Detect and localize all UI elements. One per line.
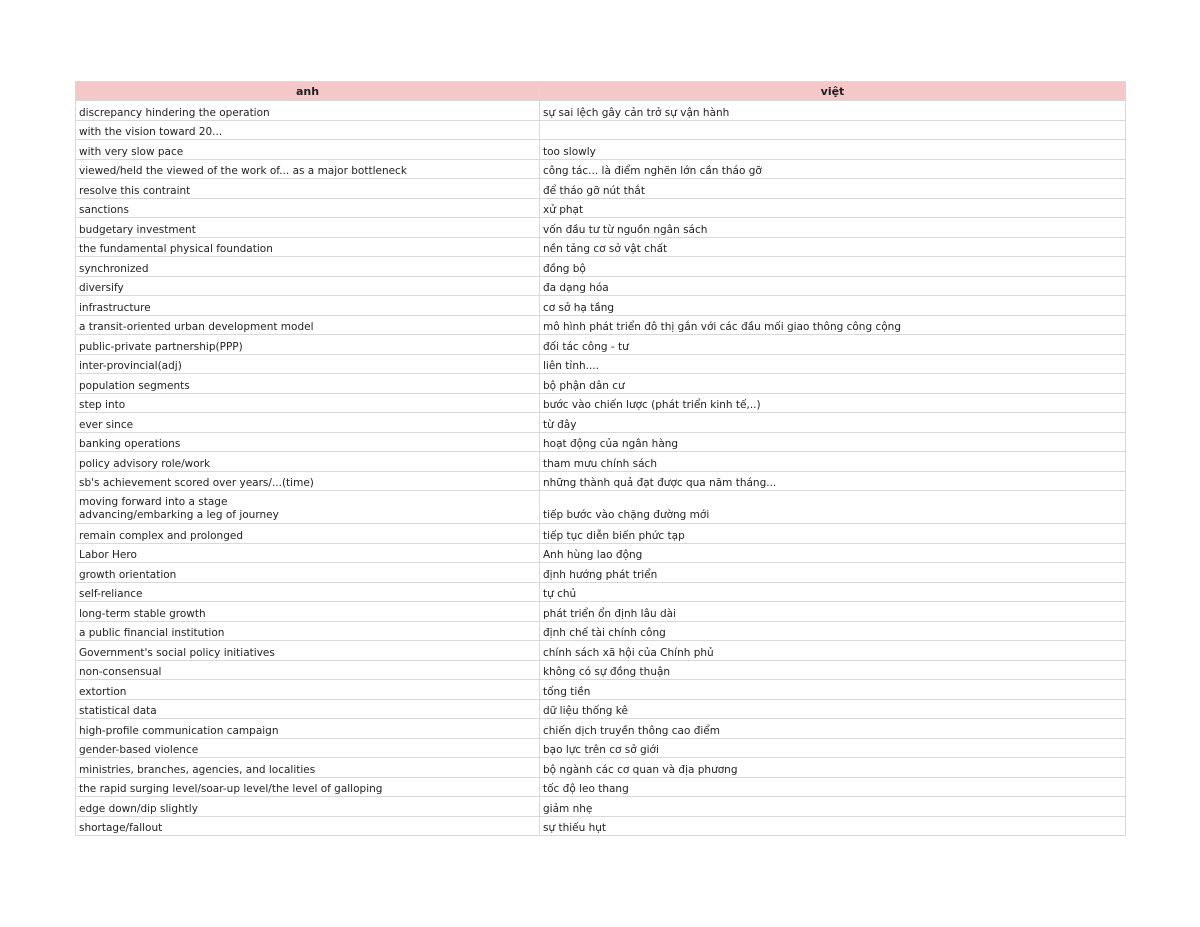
cell-vietnamese[interactable]: những thành quả đạt được qua năm tháng... bbox=[540, 471, 1126, 491]
cell-english[interactable]: sb's achievement scored over years/...(time) bbox=[76, 471, 540, 491]
cell-vietnamese[interactable]: đồng bộ bbox=[540, 257, 1126, 277]
table-row bbox=[76, 276, 1126, 296]
cell-english[interactable]: public-private partnership(PPP) bbox=[76, 335, 540, 355]
cell-english[interactable]: Labor Hero bbox=[76, 543, 540, 563]
table-row bbox=[76, 140, 1126, 160]
cell-english[interactable]: infrastructure bbox=[76, 296, 540, 316]
cell-vietnamese[interactable]: không có sự đồng thuận bbox=[540, 660, 1126, 680]
cell-english[interactable]: a transit-oriented urban development model bbox=[76, 315, 540, 335]
cell-english[interactable]: resolve this contraint bbox=[76, 179, 540, 199]
cell-vietnamese[interactable]: chiến dịch truyền thông cao điểm bbox=[540, 719, 1126, 739]
cell-english[interactable]: ever since bbox=[76, 413, 540, 433]
cell-english[interactable]: remain complex and prolonged bbox=[76, 524, 540, 544]
glossary-table bbox=[75, 81, 1126, 836]
table-row bbox=[76, 237, 1126, 257]
cell-english[interactable]: with very slow pace bbox=[76, 140, 540, 160]
table-row bbox=[76, 543, 1126, 563]
table-row bbox=[76, 179, 1126, 199]
table-row bbox=[76, 660, 1126, 680]
table-row bbox=[76, 582, 1126, 602]
table-row bbox=[76, 816, 1126, 836]
cell-english[interactable]: shortage/fallout bbox=[76, 816, 540, 836]
table-row bbox=[76, 680, 1126, 700]
table-row bbox=[76, 758, 1126, 778]
cell-english[interactable]: ministries, branches, agencies, and localities bbox=[76, 758, 540, 778]
cell-english[interactable]: self-reliance bbox=[76, 582, 540, 602]
table-row bbox=[76, 257, 1126, 277]
table-row bbox=[76, 159, 1126, 179]
cell-vietnamese[interactable]: định chế tài chính công bbox=[540, 621, 1126, 641]
cell-english[interactable]: Government's social policy initiatives bbox=[76, 641, 540, 661]
cell-english[interactable]: statistical data bbox=[76, 699, 540, 719]
table-row bbox=[76, 393, 1126, 413]
cell-vietnamese[interactable]: sự sai lệch gây cản trở sự vận hành bbox=[540, 101, 1126, 121]
table-row bbox=[76, 315, 1126, 335]
cell-english[interactable]: the rapid surging level/soar-up level/the level of galloping bbox=[76, 777, 540, 797]
cell-vietnamese[interactable]: tiếp tục diễn biến phức tạp bbox=[540, 524, 1126, 544]
cell-vietnamese[interactable]: tốc độ leo thang bbox=[540, 777, 1126, 797]
cell-vietnamese[interactable]: vốn đầu tư từ nguồn ngân sách bbox=[540, 218, 1126, 238]
cell-english[interactable]: population segments bbox=[76, 374, 540, 394]
cell-vietnamese[interactable]: định hướng phát triển bbox=[540, 563, 1126, 583]
table-row bbox=[76, 738, 1126, 758]
column-header-vietnamese: việt bbox=[540, 82, 1126, 101]
cell-english[interactable]: sanctions bbox=[76, 198, 540, 218]
table-row bbox=[76, 563, 1126, 583]
cell-english[interactable]: viewed/held the viewed of the work of... as a major bottleneck bbox=[76, 159, 540, 179]
cell-english[interactable]: budgetary investment bbox=[76, 218, 540, 238]
cell-vietnamese[interactable]: liên tỉnh.... bbox=[540, 354, 1126, 374]
table-row bbox=[76, 120, 1126, 140]
table-body bbox=[76, 101, 1126, 836]
table-row bbox=[76, 198, 1126, 218]
table-row bbox=[76, 101, 1126, 121]
cell-english[interactable]: step into bbox=[76, 393, 540, 413]
cell-vietnamese[interactable]: bạo lực trên cơ sở giới bbox=[540, 738, 1126, 758]
table-row bbox=[76, 374, 1126, 394]
cell-vietnamese[interactable]: đối tác công - tư bbox=[540, 335, 1126, 355]
table-row bbox=[76, 413, 1126, 433]
table-row bbox=[76, 797, 1126, 817]
cell-vietnamese[interactable]: giảm nhẹ bbox=[540, 797, 1126, 817]
cell-vietnamese[interactable]: để tháo gỡ nút thắt bbox=[540, 179, 1126, 199]
cell-vietnamese[interactable]: chính sách xã hội của Chính phủ bbox=[540, 641, 1126, 661]
spreadsheet-page bbox=[75, 81, 1125, 836]
cell-english[interactable]: gender-based violence bbox=[76, 738, 540, 758]
cell-english[interactable]: high-profile communication campaign bbox=[76, 719, 540, 739]
cell-english[interactable]: inter-provincial(adj) bbox=[76, 354, 540, 374]
cell-english[interactable]: policy advisory role/work bbox=[76, 452, 540, 472]
table-row bbox=[76, 602, 1126, 622]
table-row bbox=[76, 621, 1126, 641]
table-row bbox=[76, 719, 1126, 739]
cell-english[interactable]: the fundamental physical foundation bbox=[76, 237, 540, 257]
cell-vietnamese[interactable]: từ đây bbox=[540, 413, 1126, 433]
cell-vietnamese[interactable]: tham mưu chính sách bbox=[540, 452, 1126, 472]
cell-english[interactable]: growth orientation bbox=[76, 563, 540, 583]
table-row bbox=[76, 777, 1126, 797]
cell-vietnamese[interactable]: bộ phận dân cư bbox=[540, 374, 1126, 394]
table-row bbox=[76, 641, 1126, 661]
table-row bbox=[76, 296, 1126, 316]
cell-vietnamese[interactable]: phát triển ổn định lâu dài bbox=[540, 602, 1126, 622]
table-row bbox=[76, 335, 1126, 355]
cell-english[interactable]: non-consensual bbox=[76, 660, 540, 680]
table-row bbox=[76, 524, 1126, 544]
cell-english[interactable]: extortion bbox=[76, 680, 540, 700]
cell-vietnamese[interactable]: too slowly bbox=[540, 140, 1126, 160]
cell-vietnamese[interactable]: xử phạt bbox=[540, 198, 1126, 218]
cell-vietnamese[interactable]: tiếp bước vào chặng đường mới bbox=[540, 491, 1126, 524]
cell-english[interactable]: moving forward into a stage advancing/embarking a leg of journey bbox=[76, 491, 540, 524]
cell-vietnamese[interactable]: sự thiếu hụt bbox=[540, 816, 1126, 836]
table-row bbox=[76, 218, 1126, 238]
table-row bbox=[76, 699, 1126, 719]
cell-vietnamese[interactable]: bước vào chiến lược (phát triển kinh tế,..) bbox=[540, 393, 1126, 413]
table-row bbox=[76, 432, 1126, 452]
cell-vietnamese[interactable]: công tác... là điểm nghẽn lớn cần tháo gỡ bbox=[540, 159, 1126, 179]
cell-vietnamese[interactable]: cơ sở hạ tầng bbox=[540, 296, 1126, 316]
cell-english[interactable]: diversify bbox=[76, 276, 540, 296]
cell-english[interactable]: edge down/dip slightly bbox=[76, 797, 540, 817]
table-row bbox=[76, 471, 1126, 491]
column-header-english: anh bbox=[76, 82, 540, 101]
cell-vietnamese[interactable]: bộ ngành các cơ quan và địa phương bbox=[540, 758, 1126, 778]
cell-vietnamese[interactable]: tự chủ bbox=[540, 582, 1126, 602]
table-row bbox=[76, 452, 1126, 472]
cell-vietnamese[interactable]: hoạt động của ngân hàng bbox=[540, 432, 1126, 452]
cell-english[interactable]: a public financial institution bbox=[76, 621, 540, 641]
cell-vietnamese[interactable]: nền tảng cơ sở vật chất bbox=[540, 237, 1126, 257]
cell-english[interactable]: banking operations bbox=[76, 432, 540, 452]
cell-english[interactable]: long-term stable growth bbox=[76, 602, 540, 622]
cell-vietnamese[interactable]: dữ liệu thống kê bbox=[540, 699, 1126, 719]
cell-vietnamese[interactable]: Anh hùng lao động bbox=[540, 543, 1126, 563]
cell-vietnamese[interactable] bbox=[540, 120, 1126, 140]
table-row bbox=[76, 491, 1126, 524]
header-row bbox=[76, 82, 1126, 101]
cell-vietnamese[interactable]: đa dạng hóa bbox=[540, 276, 1126, 296]
cell-vietnamese[interactable]: mô hình phát triển đô thị gắn với các đầu mối giao thông công cộng bbox=[540, 315, 1126, 335]
cell-english[interactable]: with the vision toward 20... bbox=[76, 120, 540, 140]
cell-english[interactable]: discrepancy hindering the operation bbox=[76, 101, 540, 121]
cell-english[interactable]: synchronized bbox=[76, 257, 540, 277]
table-row bbox=[76, 354, 1126, 374]
cell-vietnamese[interactable]: tống tiền bbox=[540, 680, 1126, 700]
